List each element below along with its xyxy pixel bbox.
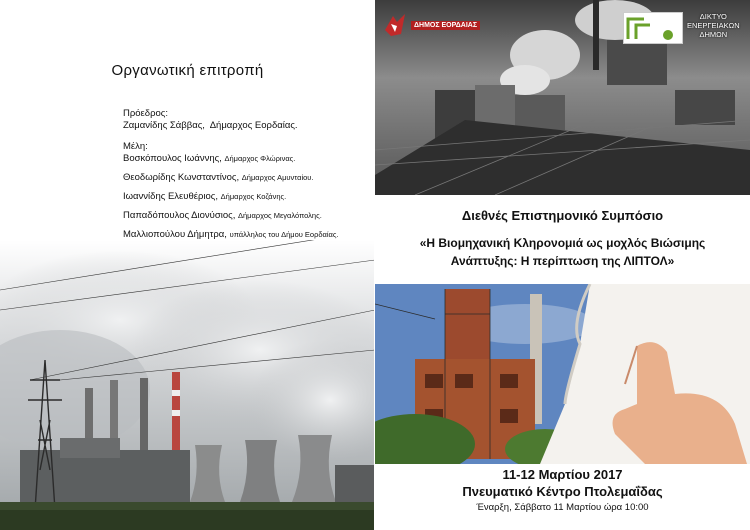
- energy-network-logo: [623, 12, 740, 44]
- member-name: Παπαδόπουλος Διονύσιος,: [123, 210, 236, 221]
- right-page: [375, 0, 750, 530]
- member-role: υπάλληλος του Δήμου Εορδαίας.: [229, 230, 339, 239]
- president-role: Δήμαρχος Εορδαίας.: [209, 120, 298, 131]
- network-line: ΔΙΚΤΥΟ: [699, 12, 727, 21]
- member-role: Δήμαρχος Μεγαλόπολης.: [238, 211, 322, 220]
- member-item: [123, 191, 286, 202]
- member-name: Θεοδωρίδης Κωνσταντίνος,: [123, 172, 240, 183]
- member-item: [123, 153, 295, 164]
- member-name: Βοσκόπουλος Ιωάννης,: [123, 153, 222, 164]
- president-entry: [123, 120, 298, 131]
- symposium-subtitle: [375, 234, 750, 270]
- committee-title: Οργανωτική επιτροπή: [111, 62, 264, 79]
- member-role: Δήμαρχος Αμυνταίου.: [241, 173, 314, 182]
- member-name: Ιωαννίδης Ελευθέριος,: [123, 191, 218, 202]
- subtitle-line: Ανάπτυξης: Η περίπτωση της ΛΙΠΤΟΛ»: [450, 254, 675, 268]
- event-dates: 11-12 Μαρτίου 2017: [502, 467, 623, 482]
- member-role: Δήμαρχος Κοζάνης.: [220, 192, 287, 201]
- dimos-eordaias-logo: [383, 12, 480, 38]
- event-venue: Πνευματικό Κέντρο Πτολεμαΐδας: [462, 484, 663, 499]
- dimos-emblem-icon: [383, 12, 407, 38]
- network-emblem: [623, 12, 683, 44]
- member-role: Δήμαρχος Φλώρινας.: [224, 154, 296, 163]
- dimos-logo-text: ΔΗΜΟΣ ΕΟΡΔΑΙΑΣ: [411, 21, 480, 30]
- subtitle-line: «Η Βιομηχανική Κληρονομιά ως μοχλός Βιώσιμης: [419, 236, 706, 250]
- network-logo-text: [687, 12, 740, 39]
- member-item: [123, 229, 339, 240]
- event-opening: Έναρξη, Σάββατο 11 Μαρτίου ώρα 10:00: [476, 502, 649, 513]
- president-name: Ζαμανίδης Σάββας,: [123, 120, 205, 131]
- member-name: Μαλλιοπούλου Δήμητρα,: [123, 229, 227, 240]
- members-label: Μέλη:: [123, 141, 148, 152]
- member-item: [123, 210, 322, 221]
- member-item: [123, 172, 313, 183]
- network-line: ΕΝΕΡΓΕΙΑΚΩΝ: [687, 21, 740, 30]
- president-label: Πρόεδρος:: [123, 108, 168, 119]
- symposium-title: Διεθνές Επιστημονικό Συμπόσιο: [461, 208, 664, 223]
- network-emblem-icon: [624, 13, 682, 43]
- power-plant-photo: [0, 240, 375, 530]
- network-line: ΔΗΜΩΝ: [699, 30, 728, 39]
- brick-tower-photo: [375, 284, 750, 464]
